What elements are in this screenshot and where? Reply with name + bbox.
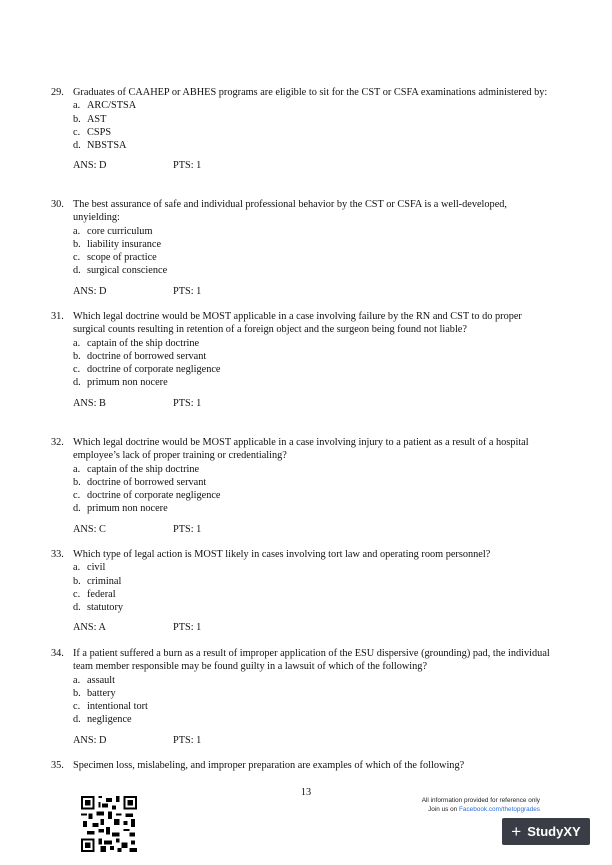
option-c: c. doctrine of corporate negligence xyxy=(73,364,221,376)
question-text: Which legal doctrine would be MOST applicable in a case involving injury to a patient as a result of a hospital employee’s lack of proper training or credentialing? xyxy=(73,437,529,462)
option-c: c. federal xyxy=(73,588,116,600)
question-text: The best assurance of safe and individual professional behavior by the CST or CSFA is a well-developed, unyielding: xyxy=(73,199,507,224)
option-b: b. criminal xyxy=(73,575,122,587)
answer-line xyxy=(73,734,551,747)
question-32 xyxy=(51,436,551,536)
footer-notice xyxy=(422,796,540,814)
answer: ANS: D xyxy=(73,160,107,172)
answer-line xyxy=(73,285,551,298)
question-34 xyxy=(51,647,551,747)
question-33 xyxy=(51,548,551,635)
footer-line2: Join us on Facebook.com/thetopgrades xyxy=(428,806,540,813)
option-c: c. doctrine of corporate negligence xyxy=(73,490,221,502)
option-d: d. NBSTSA xyxy=(73,140,127,152)
option-a: a. ARC/STSA xyxy=(73,100,137,112)
option-a: a. core curriculum xyxy=(73,225,153,237)
page-number: 13 xyxy=(300,787,312,798)
points: PTS: 1 xyxy=(173,160,202,172)
option-b: b. AST xyxy=(73,113,107,125)
plus-icon: + xyxy=(511,822,522,841)
question-number: 35. xyxy=(51,760,64,771)
question-text: Which legal doctrine would be MOST applicable in a case involving failure by the RN and CST to do proper surgical counts resulting in retention of a foreign object and the surgeon being found not liable? xyxy=(73,311,522,336)
option-a: a. captain of the ship doctrine xyxy=(73,463,200,475)
footer-line1: All information provided for reference only xyxy=(421,797,540,804)
question-number: 29. xyxy=(51,87,64,98)
brand-name: StudyXY xyxy=(527,823,581,839)
option-a: a. civil xyxy=(73,562,106,574)
answer-line xyxy=(73,621,551,634)
answer-line xyxy=(73,523,551,536)
answer-line xyxy=(73,159,551,172)
answer: ANS: A xyxy=(73,622,106,634)
question-31 xyxy=(51,310,551,410)
option-c: c. intentional tort xyxy=(73,701,148,713)
answer: ANS: C xyxy=(73,523,106,535)
question-text: If a patient suffered a burn as a result of improper application of the ESU dispersive (grounding) pad, the individual team member responsible may be found guilty in a lawsuit of which of the following? xyxy=(73,648,550,673)
option-c: c. CSPS xyxy=(73,126,112,138)
answer: ANS: B xyxy=(73,397,106,409)
question-35 xyxy=(51,759,551,772)
option-b: b. liability insurance xyxy=(73,238,162,250)
answer: ANS: D xyxy=(73,734,107,746)
option-d: d. primum non nocere xyxy=(73,377,168,389)
option-c: c. scope of practice xyxy=(73,252,157,264)
option-b: b. battery xyxy=(73,687,116,699)
question-number: 34. xyxy=(51,648,64,659)
question-text: Which type of legal action is MOST likely in cases involving tort law and operating room personnel? xyxy=(73,549,491,560)
answer: ANS: D xyxy=(73,285,107,297)
points: PTS: 1 xyxy=(173,397,202,409)
answer-line xyxy=(73,397,551,410)
option-a: a. assault xyxy=(73,674,116,686)
points: PTS: 1 xyxy=(173,622,202,634)
points: PTS: 1 xyxy=(173,285,202,297)
option-a: a. captain of the ship doctrine xyxy=(73,337,200,349)
question-text: Specimen loss, mislabeling, and improper preparation are examples of which of the following? xyxy=(73,760,465,771)
question-29 xyxy=(51,86,551,173)
question-number: 33. xyxy=(51,549,64,560)
option-d: d. statutory xyxy=(73,602,124,614)
facebook-link[interactable]: Facebook.com/thetopgrades xyxy=(459,806,540,813)
points: PTS: 1 xyxy=(173,523,202,535)
option-d: d. negligence xyxy=(73,714,132,726)
points: PTS: 1 xyxy=(173,734,202,746)
option-d: d. surgical conscience xyxy=(73,265,168,277)
question-30 xyxy=(51,198,551,298)
question-number: 32. xyxy=(51,437,64,448)
option-b: b. doctrine of borrowed servant xyxy=(73,350,207,362)
question-number: 31. xyxy=(51,311,64,322)
question-number: 30. xyxy=(51,199,64,210)
studyxy-logo[interactable] xyxy=(502,818,590,845)
question-text: Graduates of CAAHEP or ABHES programs are eligible to sit for the CST or CSFA examinations administered by: xyxy=(73,87,548,98)
option-b: b. doctrine of borrowed servant xyxy=(73,476,207,488)
option-d: d. primum non nocere xyxy=(73,503,168,515)
qr-code-icon xyxy=(81,796,137,852)
